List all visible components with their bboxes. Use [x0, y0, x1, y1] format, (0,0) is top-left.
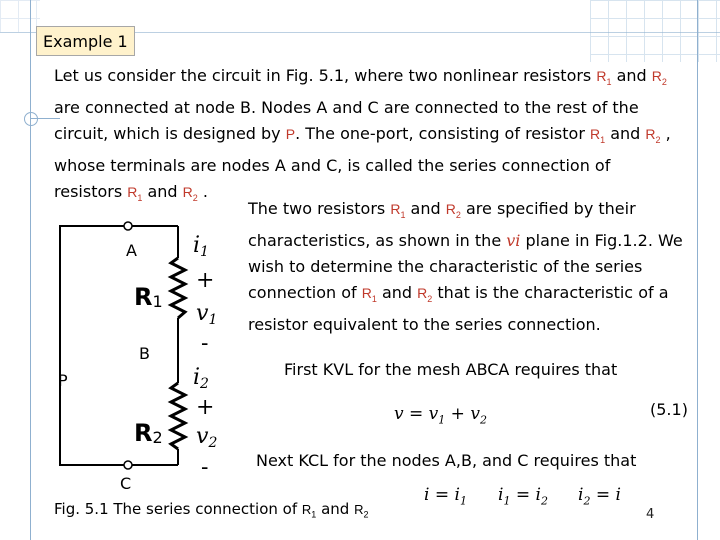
resistor-r2 — [171, 383, 185, 449]
resistor-r1 — [171, 258, 185, 318]
equation-kcl-a: $i = i_1$ — [424, 485, 467, 508]
current-i1-label: i1 — [193, 233, 209, 260]
node-c-label: C — [120, 474, 132, 493]
node-b-label: B — [139, 344, 150, 363]
v1-plus: + — [196, 268, 215, 293]
v2-minus: - — [201, 455, 209, 480]
voltage-v2-label: v2 — [196, 424, 218, 451]
equation-kcl-b: $i_1 = i_2$ — [498, 485, 548, 508]
r2-label: R2 — [134, 419, 163, 447]
v1-minus: - — [201, 331, 209, 356]
node-a-terminal — [124, 222, 132, 230]
r2-symbol: $R_2$ — [651, 68, 667, 87]
r1-symbol: $R_1$ — [596, 68, 612, 87]
port-label: P — [58, 371, 68, 390]
node-c-terminal — [124, 461, 132, 469]
intro-paragraph: Let us consider the circuit in Fig. 5.1, where two nonlinear resistors $R_1$ and $R_2$ are connected at node B. Nodes A and C are connected to the rest of the circuit, which is designed by P. The one-port, consisting of resistor $R_1$ and $R_2$ , whose terminals are nodes A and C, is called the series connection of resistors $R_1$ and $R_2$ . — [54, 66, 671, 203]
node-a-label: A — [126, 241, 137, 260]
voltage-v1-label: v1 — [196, 301, 218, 328]
vi-symbol: vi — [506, 230, 521, 250]
kvl-statement: First KVL for the mesh ABCA requires that — [284, 360, 618, 379]
p-symbol: P — [285, 125, 296, 142]
equation-kcl-c: $i_2 = i$ — [578, 485, 621, 508]
spec-paragraph: The two resistors $R_1$ and $R_2$ are specified by their characteristics, as shown in the vi plane in Fig.1.2. We wish to determine the characteristic of the series connection of $R_1$ and $R_2$ that is the characteristic of a resistor equivalent to the series connection. — [248, 199, 683, 334]
v2-plus: + — [196, 395, 215, 420]
port-wire — [60, 226, 128, 465]
equation-kvl: $v = v_1 + v_2$ — [394, 404, 487, 427]
kcl-statement: Next KCL for the nodes A,B, and C requires that — [256, 451, 637, 470]
equation-number: (5.1) — [650, 400, 688, 419]
example-badge: Example 1 — [36, 26, 135, 56]
figure-caption: Fig. 5.1 The series connection of $R_1$ and $R_2$ — [54, 500, 369, 520]
current-i2-label: i2 — [193, 365, 209, 392]
page-number: 4 — [646, 507, 655, 522]
r1-label: R1 — [134, 283, 163, 311]
